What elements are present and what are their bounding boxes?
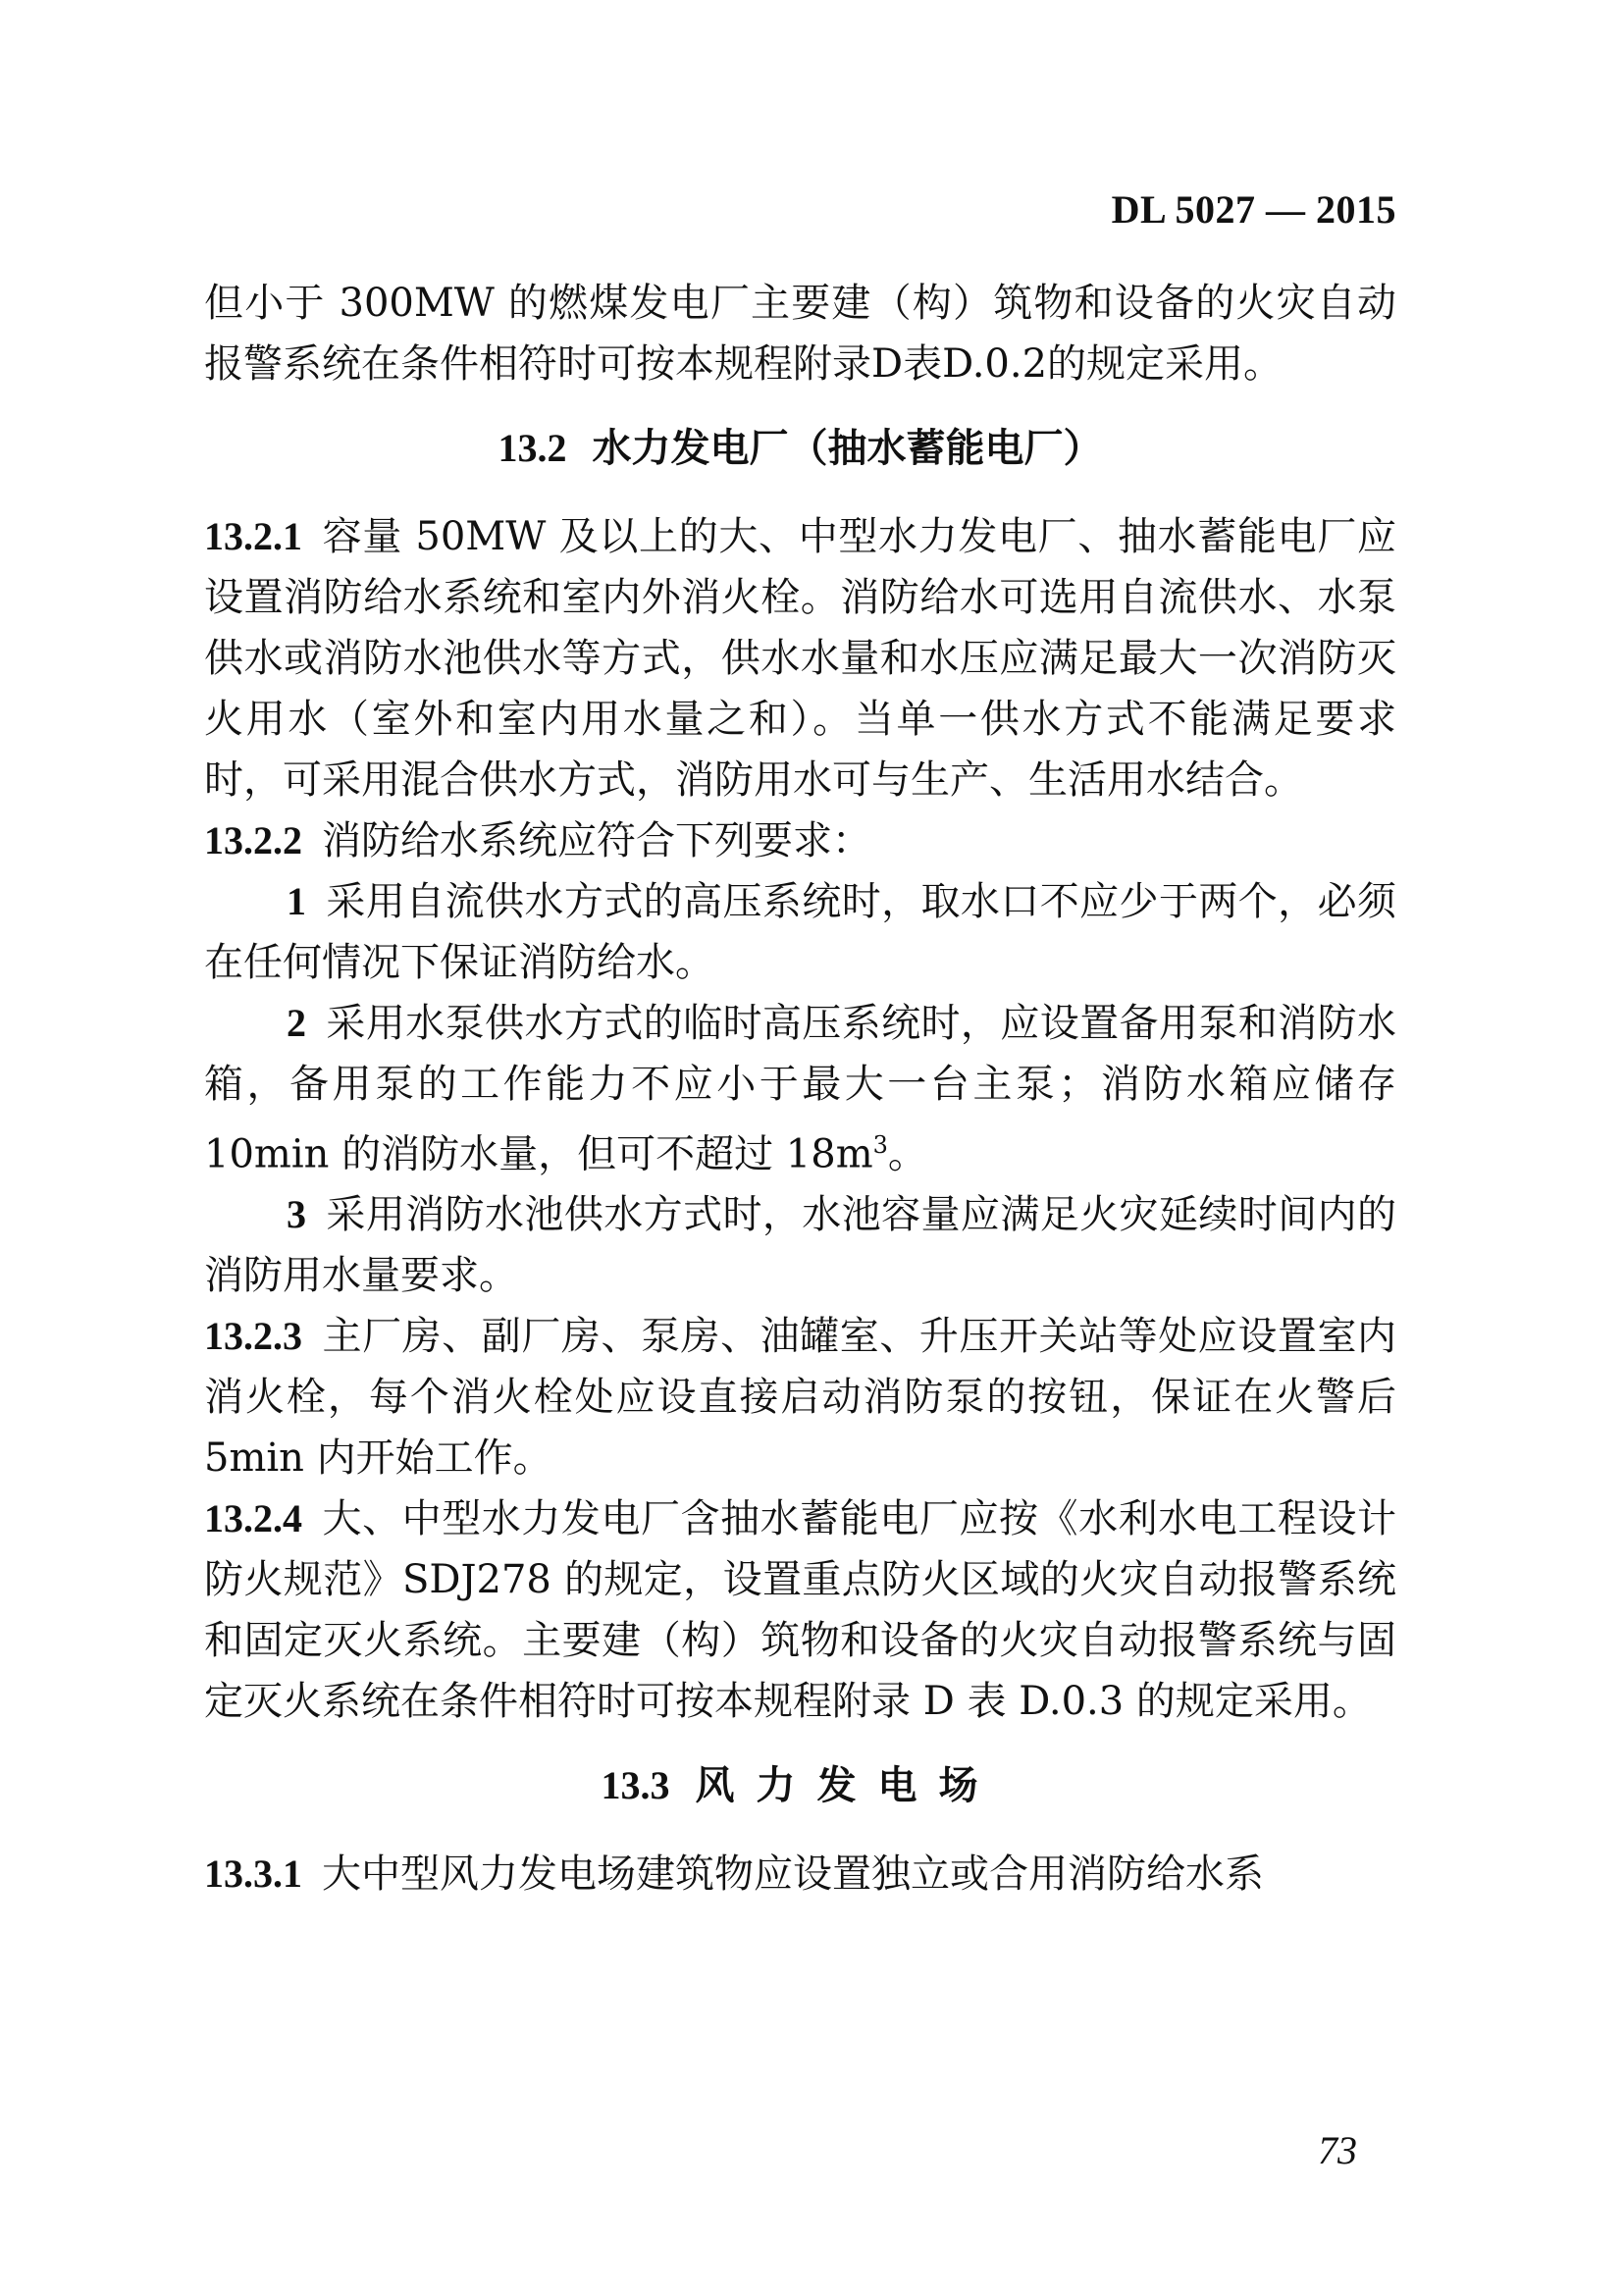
clause-number: 13.2.3 [204,1314,302,1359]
continuation-paragraph: 但小于 300MW 的燃煤发电厂主要建（构）筑物和设备的火灾自动报警系统在条件相符时可按本规程附录D表D.0.2的规定采用。 [204,281,1396,387]
item-number: 1 [287,879,306,923]
superscript-3: 3 [872,1131,888,1159]
page-body [204,273,1396,1904]
section-number: 13.2 [498,426,567,470]
item-number: 3 [287,1192,306,1237]
clause-13-2-3 [204,1306,1396,1488]
clause-text: 消防给水系统应符合下列要求： [322,818,871,863]
standard-code: DL 5027 — 2015 [1111,187,1396,232]
item-text-end: 。 [887,1131,927,1177]
section-number: 13.3 [601,1763,670,1808]
clause-number: 13.2.2 [204,818,302,862]
section-heading-13-3 [204,1755,1396,1816]
clause-text: 主厂房、副厂房、泵房、油罐室、升压开关站等处应设置室内消火栓，每个消火栓处应设直接启动消防泵的按钮，保证在火警后 5min 内开始工作。 [204,1314,1396,1482]
clause-text: 容量 50MW 及以上的大、中型水力发电厂、抽水蓄能电厂应设置消防给水系统和室内外消火栓。消防给水可选用自流供水、水泵供水或消防水池供水等方式，供水水量和水压应满足最大一次消防灭火用水（室外和室内用水量之和）。当单一供水方式不能满足要求时，可采用混合供水方式，消防用水可与生产、生活用水结合。 [204,514,1396,803]
clause-number: 13.2.1 [204,514,302,558]
section-title-text: 风力发电场 [695,1762,1000,1809]
section-heading-13-2 [204,418,1396,479]
clause-text: 大、中型水力发电厂含抽水蓄能电厂应按《水利水电工程设计防火规范》SDJ278 的规定，设置重点防火区域的火灾自动报警系统和固定灭火系统。主要建（构）筑物和设备的火灾自动报警系统与固定灭火系统在条件相符时可按本规程附录 D 表 D.0.3 的规定采用。 [204,1496,1396,1725]
item-number: 2 [287,1001,306,1045]
list-item-3 [204,1184,1396,1306]
clause-number: 13.2.4 [204,1496,302,1541]
section-title-text: 水力发电厂（抽水蓄能电厂） [592,425,1103,471]
page-number: 73 [1318,2128,1357,2172]
list-item-1 [204,871,1396,993]
item-text: 采用自流供水方式的高压系统时，取水口不应少于两个，必须在任何情况下保证消防给水。 [204,879,1396,985]
clause-text: 大中型风力发电场建筑物应设置独立或合用消防给水系 [322,1852,1264,1898]
list-item-2 [204,993,1396,1184]
item-text: 采用水泵供水方式的临时高压系统时，应设置备用泵和消防水箱，备用泵的工作能力不应小于最大一台主泵；消防水箱应储存 10min 的消防水量，但可不超过 18m [204,1001,1396,1177]
clause-13-2-1 [204,506,1396,810]
clause-13-2-2 [204,810,1396,871]
item-text: 采用消防水池供水方式时，水池容量应满足火灾延续时间内的消防用水量要求。 [204,1192,1396,1299]
clause-number: 13.3.1 [204,1852,302,1897]
clause-13-2-4 [204,1488,1396,1732]
clause-13-3-1 [204,1844,1396,1904]
